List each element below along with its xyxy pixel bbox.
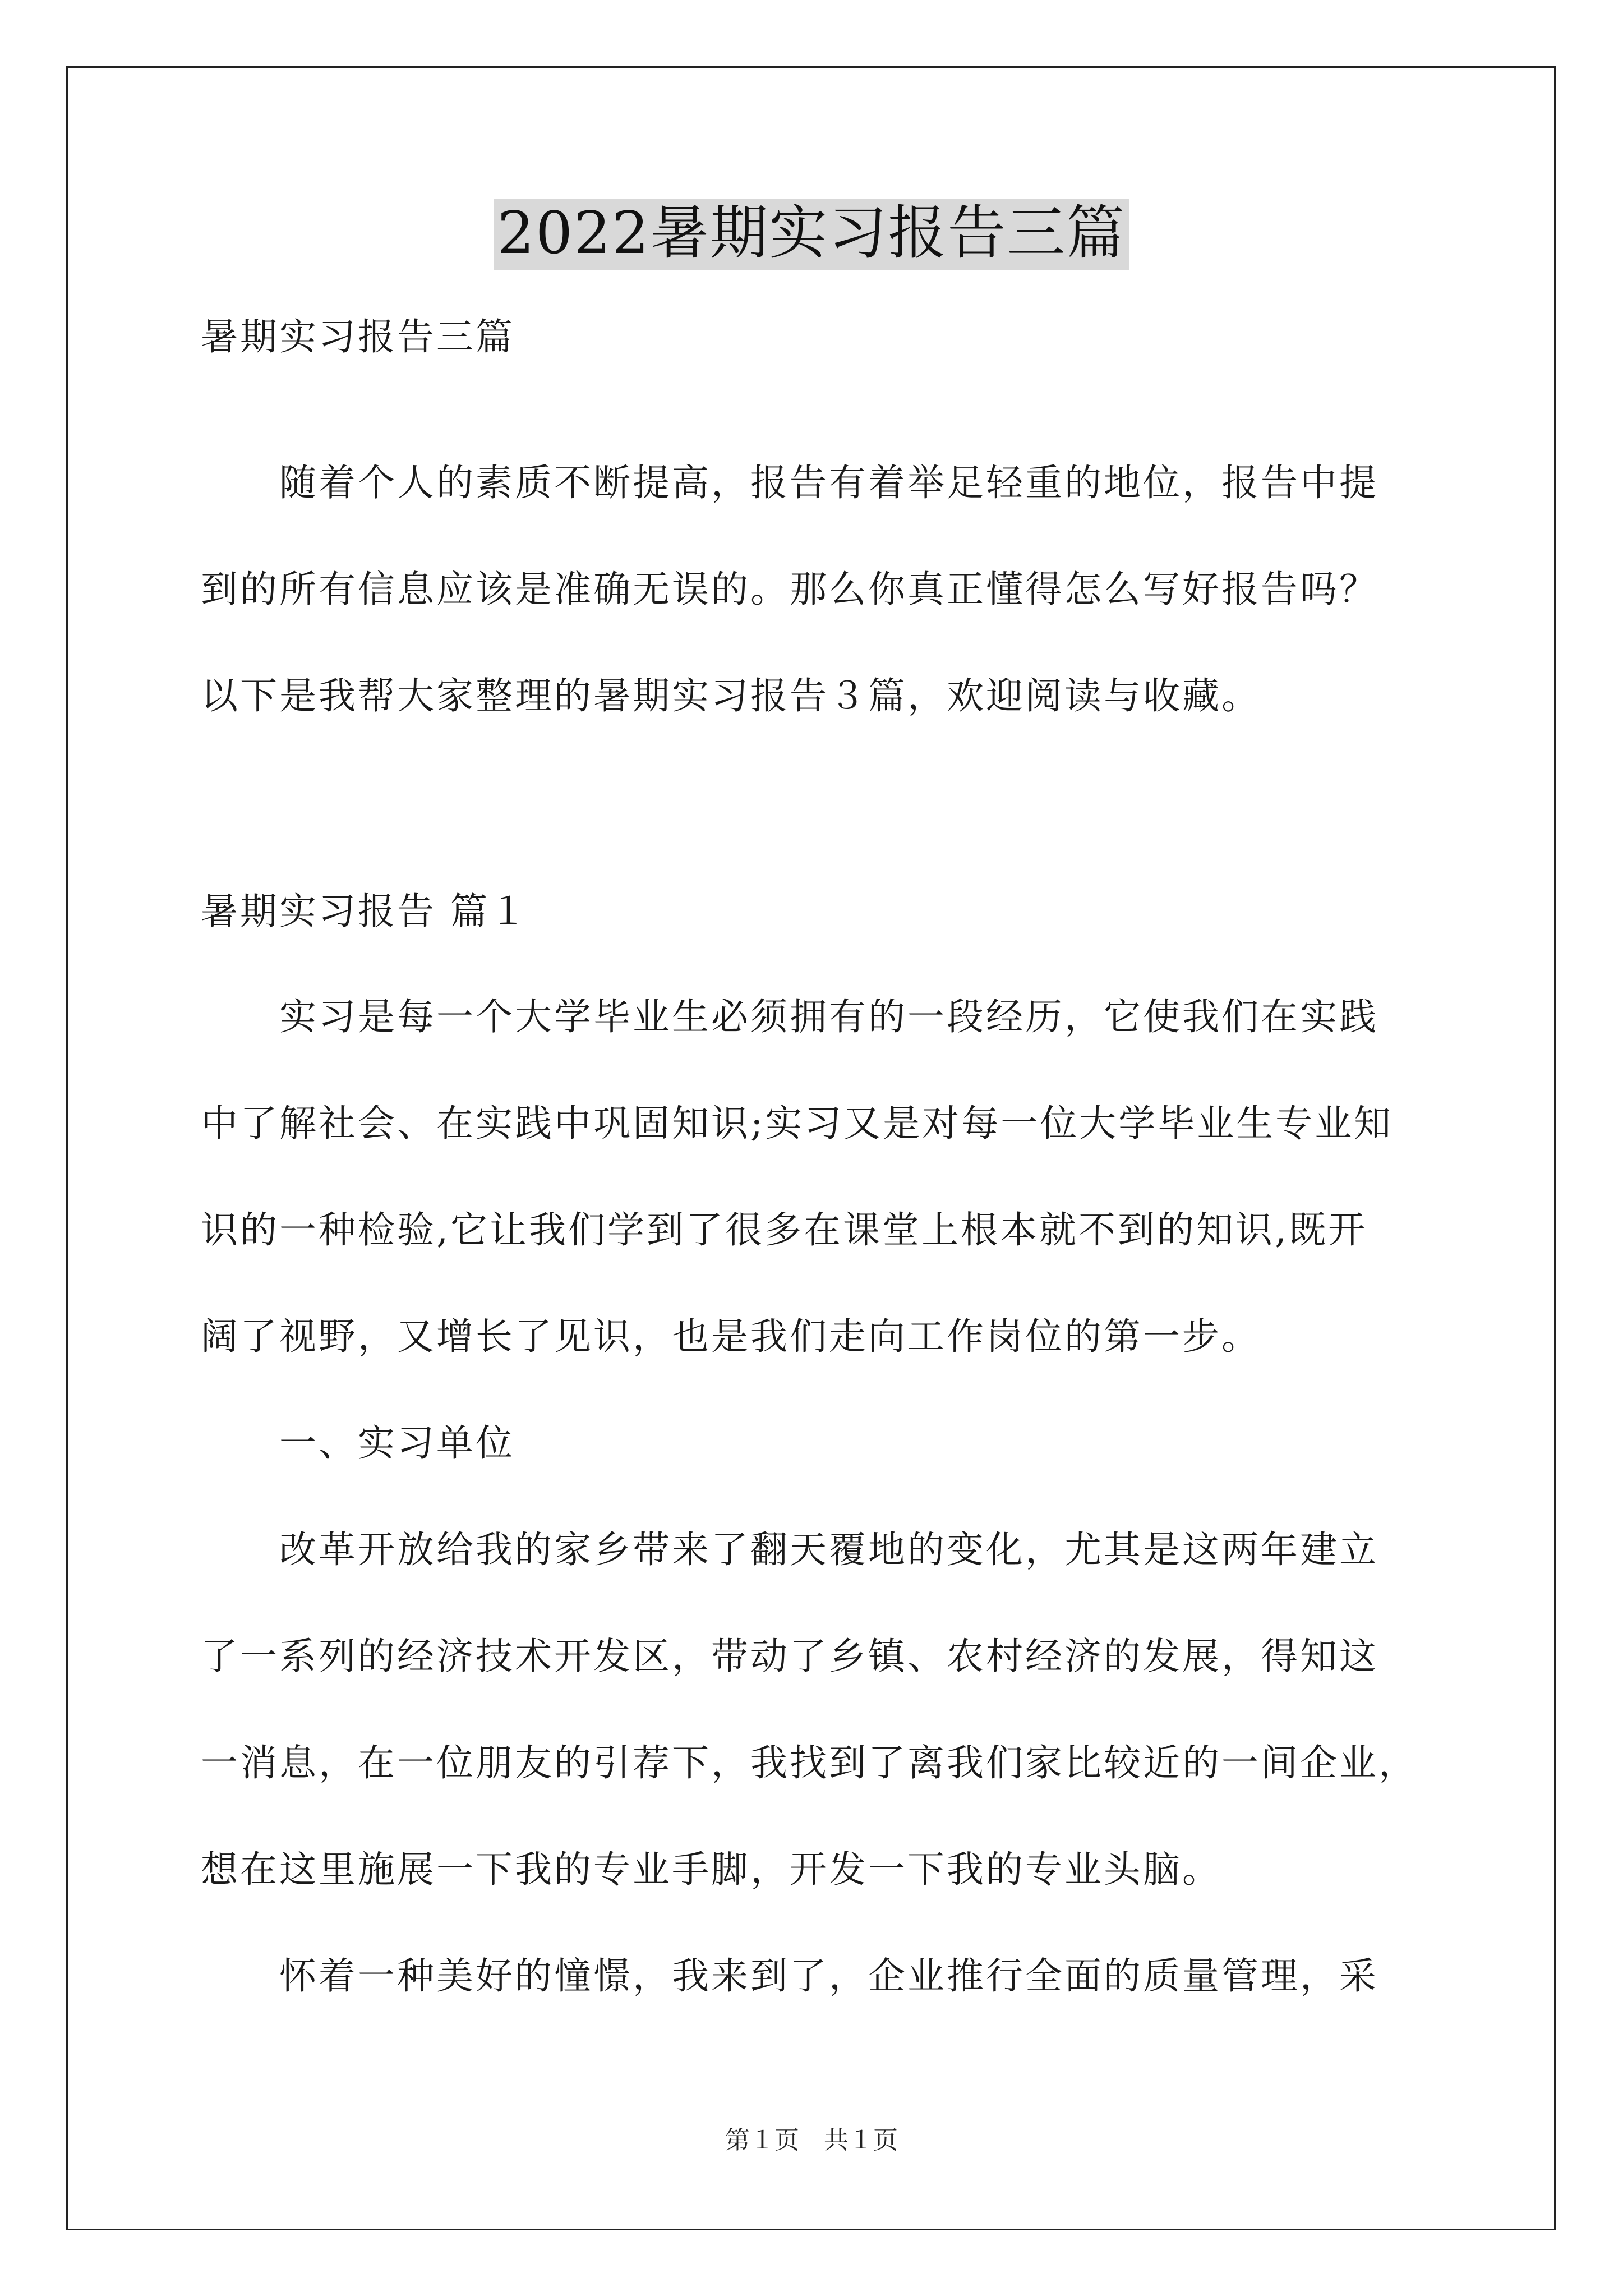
document-title: 2022暑期实习报告三篇: [494, 199, 1129, 270]
paragraph-line: 想在这里施展一下我的专业手脚，开发一下我的专业头脑。: [201, 1848, 1221, 1891]
paragraph-line: 阔了视野，又增长了见识，也是我们走向工作岗位的第一步。: [201, 1315, 1261, 1358]
paragraph-line: 怀着一种美好的憧憬，我来到了，企业推行全面的质量管理，采: [201, 1954, 1378, 1998]
page-border: [66, 66, 1556, 2230]
document-title-container: [0, 199, 1623, 270]
subtitle-line: 暑期实习报告三篇: [201, 315, 515, 358]
page-footer: 第１页 共１页: [725, 2126, 898, 2155]
section-heading: 暑期实习报告 篇１: [201, 890, 529, 933]
paragraph-line: 随着个人的素质不断提高，报告有着举足轻重的地位，报告中提: [201, 461, 1378, 504]
paragraph-line: 一消息，在一位朋友的引荐下，我找到了离我们家比较近的一间企业，: [201, 1741, 1418, 1784]
paragraph-line: 以下是我帮大家整理的暑期实习报告３篇，欢迎阅读与收藏。: [201, 674, 1261, 717]
paragraph-line: 了一系列的经济技术开发区，带动了乡镇、农村经济的发展，得知这: [201, 1635, 1378, 1678]
paragraph-line: 中了解社会、在实践中巩固知识;实习又是对每一位大学毕业生专业知: [201, 1102, 1394, 1145]
paragraph-line: 到的所有信息应该是准确无误的。那么你真正懂得怎么写好报告吗？: [201, 568, 1378, 611]
paragraph-line: 识的一种检验,它让我们学到了很多在课堂上根本就不到的知识,既开: [201, 1208, 1367, 1251]
subsection-heading: 一、实习单位: [201, 1421, 515, 1465]
paragraph-line: 实习是每一个大学毕业生必须拥有的一段经历，它使我们在实践: [201, 995, 1378, 1038]
paragraph-line: 改革开放给我的家乡带来了翻天覆地的变化，尤其是这两年建立: [201, 1528, 1378, 1571]
